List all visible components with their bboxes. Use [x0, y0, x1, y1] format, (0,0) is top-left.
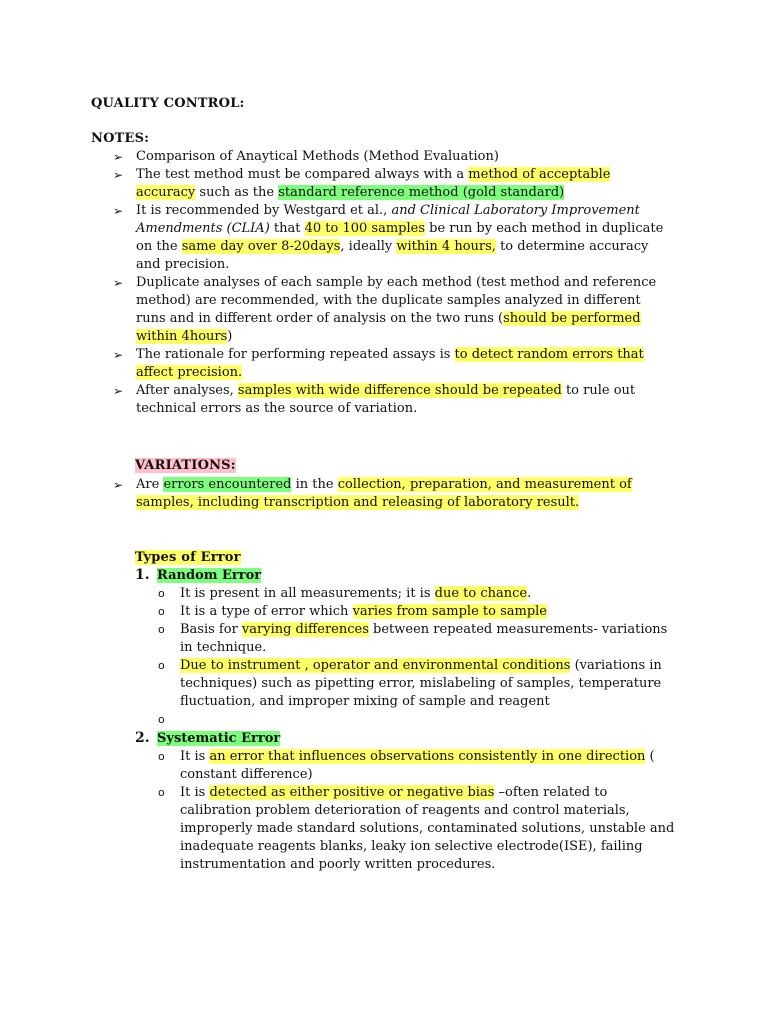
text-segment: It is [180, 749, 210, 764]
text-segment: such as the [195, 185, 279, 200]
error-type-items [158, 585, 675, 729]
text-segment: ) [227, 329, 233, 344]
text-segment: , ideally [340, 239, 397, 254]
error-types-container [135, 566, 675, 874]
arrow-bullet-icon: ➢ [113, 384, 124, 398]
variations-list [113, 476, 673, 512]
highlighted-text: same day over 8-20days [181, 239, 341, 254]
text-segment: (variations in techniques) such as pipetting error, mislabeling of samples, temperature fluctuation, and improper mixing of sample and reagent [180, 658, 662, 709]
highlighted-text: within 4 hours, [396, 239, 496, 254]
text-segment: to rule out technical errors as the source of variation. [136, 383, 636, 416]
highlighted-text: to detect random errors that affect precision. [136, 347, 644, 380]
text-segment: be run by each method in duplicate on the [136, 221, 664, 254]
text-segment: and Clinical Laboratory Improvement Amendments (CLIA) [136, 203, 640, 236]
types-heading [135, 549, 241, 567]
arrow-bullet-icon: ➢ [113, 150, 124, 164]
highlighted-text: due to chance [434, 586, 528, 601]
circle-bullet-icon: o [158, 750, 165, 763]
text-segment: After analyses, [136, 383, 238, 398]
list-item [158, 603, 675, 621]
arrow-bullet-icon: ➢ [113, 168, 124, 182]
highlighted-text: Due to instrument , operator and environmental conditions [180, 658, 571, 673]
arrow-bullet-icon: ➢ [113, 478, 124, 492]
text-segment: –often related to calibration problem deterioration of reagents and control materials, improperly made standard solutions, contaminated solutions, unstable and inadequate reagents blanks, leaky ion selective electrode(ISE), failing instrumentation and poorly written procedures. [180, 785, 675, 872]
types-heading-text: Types of Error [135, 550, 241, 565]
text-segment: ( constant difference) [180, 749, 655, 782]
text-segment: in the [291, 477, 338, 492]
circle-bullet-icon: o [158, 659, 165, 672]
highlighted-text: standard reference method (gold standard) [278, 185, 565, 200]
highlighted-text: should be performed within 4hours [136, 311, 641, 344]
arrow-bullet-icon: ➢ [113, 204, 124, 218]
highlighted-text: method of acceptable accuracy [136, 167, 611, 200]
text-segment: The test method must be compared always with a [136, 167, 469, 182]
circle-bullet-icon: o [158, 786, 165, 799]
circle-bullet-icon: o [158, 587, 165, 600]
text-segment: Are [136, 477, 164, 492]
error-type-name: Random Error [157, 568, 262, 583]
arrow-bullet-icon: ➢ [113, 276, 124, 290]
error-type-number: 1. [135, 567, 150, 583]
text-segment: Duplicate analyses of each sample by each method (test method and reference method) are recommended, with the duplicate samples analyzed in different runs and in different order of analysis on the two runs ( [136, 275, 657, 326]
text-segment: It is [180, 785, 210, 800]
circle-bullet-icon: o [158, 605, 165, 618]
highlighted-text: 40 to 100 samples [304, 221, 426, 236]
highlighted-text: samples with wide difference should be repeated [237, 383, 562, 398]
notes-list [113, 148, 673, 418]
notes-heading: NOTES: [91, 131, 150, 146]
variations-heading-text: VARIATIONS: [135, 458, 236, 473]
list-item [113, 274, 673, 346]
highlighted-text: errors encountered [163, 477, 292, 492]
error-type-heading [135, 729, 675, 748]
notes-list-container [113, 148, 673, 418]
error-type-items [158, 748, 675, 874]
list-item [113, 382, 673, 418]
highlighted-text: detected as either positive or negative bias [209, 785, 495, 800]
highlighted-text: collection, preparation, and measurement of samples, including transcription and releasing of laboratory result. [136, 477, 632, 510]
text-segment: to determine accuracy and precision. [136, 239, 649, 272]
variations-heading [135, 457, 236, 475]
highlighted-text: varying differences [241, 622, 369, 637]
text-segment: that [269, 221, 305, 236]
error-type-number: 2. [135, 730, 150, 746]
text-segment: It is recommended by Westgard et al., [136, 203, 392, 218]
circle-bullet-icon: o [158, 713, 165, 726]
list-item [158, 748, 675, 784]
highlighted-text: an error that influences observations consistently in one direction [209, 749, 646, 764]
list-item [113, 166, 673, 202]
list-item [113, 202, 673, 274]
list-item [158, 621, 675, 657]
list-item [113, 346, 673, 382]
list-item [158, 711, 675, 729]
text-segment: It is a type of error which [180, 604, 353, 619]
arrow-bullet-icon: ➢ [113, 348, 124, 362]
text-segment: It is present in all measurements; it is [180, 586, 435, 601]
text-segment: between repeated measurements- variations in technique. [180, 622, 668, 655]
highlighted-text: varies from sample to sample [352, 604, 547, 619]
error-type-name: Systematic Error [157, 731, 281, 746]
error-type-heading [135, 566, 675, 585]
variations-list-container [113, 476, 673, 512]
document-title: QUALITY CONTROL: [91, 96, 245, 111]
list-item [113, 476, 673, 512]
list-item [158, 657, 675, 711]
text-segment: Basis for [180, 622, 242, 637]
list-item [158, 585, 675, 603]
text-segment: Comparison of Anaytical Methods (Method Evaluation) [136, 149, 499, 164]
text-segment: The rationale for performing repeated assays is [136, 347, 455, 362]
circle-bullet-icon: o [158, 623, 165, 636]
list-item [158, 784, 675, 874]
text-segment: . [527, 586, 532, 601]
list-item [113, 148, 673, 166]
